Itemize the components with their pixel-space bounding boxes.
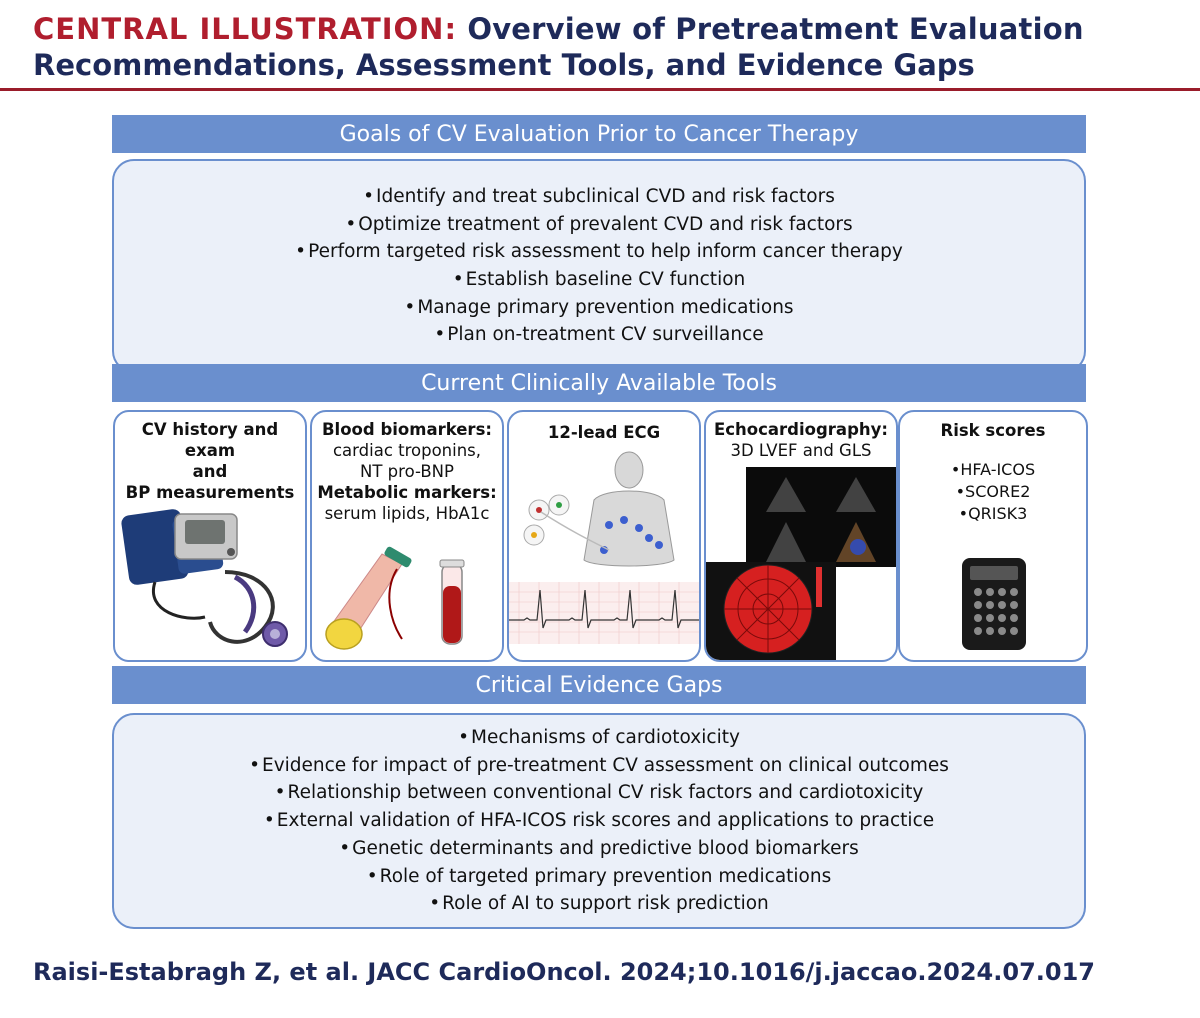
header [0, 0, 1200, 91]
blood-biomarkers-label: Blood biomarkers: [321, 420, 492, 439]
echo-label: Echocardiography: [714, 420, 888, 439]
tool-history-exam [113, 410, 307, 662]
goal-item: • Optimize treatment of prevalent CVD and risk factors [345, 211, 852, 239]
title-line-1 [33, 12, 1084, 46]
metabolic-markers-line: serum lipids, HbA1c [324, 504, 490, 523]
risk-scores-title: Risk scores [940, 421, 1046, 440]
title-text-1: Overview of Pretreatment Evaluation [467, 12, 1084, 46]
tool-biomarkers [310, 410, 504, 662]
gap-item: • Relationship between conventional CV risk factors and cardiotoxicity [275, 779, 924, 807]
gap-item: • Mechanisms of cardiotoxicity [458, 724, 740, 752]
goal-item: • Establish baseline CV function [453, 266, 746, 294]
blood-draw-icon [312, 534, 502, 660]
echo-line: 3D LVEF and GLS [730, 441, 872, 460]
echo-images-icon [706, 467, 896, 660]
tool-echo-text [706, 412, 896, 461]
gap-item: • Role of targeted primary prevention medications [367, 863, 831, 891]
goal-item: • Perform targeted risk assessment to help inform cancer therapy [295, 238, 903, 266]
gap-item: • Role of AI to support risk prediction [429, 890, 769, 918]
tool-risk-scores [898, 410, 1088, 662]
blood-biomarkers-line-2: NT pro-BNP [360, 462, 454, 481]
tool-echocardiography [704, 410, 898, 662]
risk-scores-list [900, 459, 1086, 525]
title-prefix: CENTRAL ILLUSTRATION: [33, 12, 458, 46]
tool-history-line-2: and [192, 462, 228, 481]
risk-score-item: • QRISK3 [900, 503, 1086, 525]
blood-biomarkers-line-1: cardiac troponins, [332, 441, 482, 460]
calculator-icon [900, 552, 1086, 660]
gaps-heading: Critical Evidence Gaps [112, 666, 1086, 704]
risk-score-item: • HFA-ICOS [900, 459, 1086, 481]
goal-item: • Manage primary prevention medications [404, 294, 793, 322]
goal-item: • Plan on-treatment CV surveillance [434, 321, 763, 349]
tools-heading: Current Clinically Available Tools [112, 364, 1086, 402]
tool-history-line-1: CV history and exam [141, 420, 279, 460]
goals-heading: Goals of CV Evaluation Prior to Cancer Therapy [112, 115, 1086, 153]
bp-cuff-stethoscope-icon [115, 492, 305, 660]
tool-ecg [507, 410, 701, 662]
gaps-box [112, 713, 1086, 929]
goal-item: • Identify and treat subclinical CVD and risk factors [363, 183, 835, 211]
title-line-2: Recommendations, Assessment Tools, and Evidence Gaps [33, 48, 975, 82]
tool-history-line-3: BP measurements [125, 483, 295, 502]
tool-biomarkers-text [312, 412, 502, 524]
risk-score-item: • SCORE2 [900, 481, 1086, 503]
goals-box [112, 159, 1086, 373]
tool-history-title [115, 412, 305, 503]
gap-item: • Evidence for impact of pre-treatment CV assessment on clinical outcomes [249, 752, 949, 780]
gap-item: • Genetic determinants and predictive blood biomarkers [339, 835, 859, 863]
ecg-torso-icon [509, 450, 699, 660]
gap-item: • External validation of HFA-ICOS risk scores and applications to practice [264, 807, 934, 835]
metabolic-markers-label: Metabolic markers: [317, 483, 497, 502]
tool-ecg-title: 12-lead ECG [547, 423, 661, 442]
citation: Raisi-Estabragh Z, et al. JACC CardioOncol. 2024;10.1016/j.jaccao.2024.07.017 [33, 958, 1095, 986]
